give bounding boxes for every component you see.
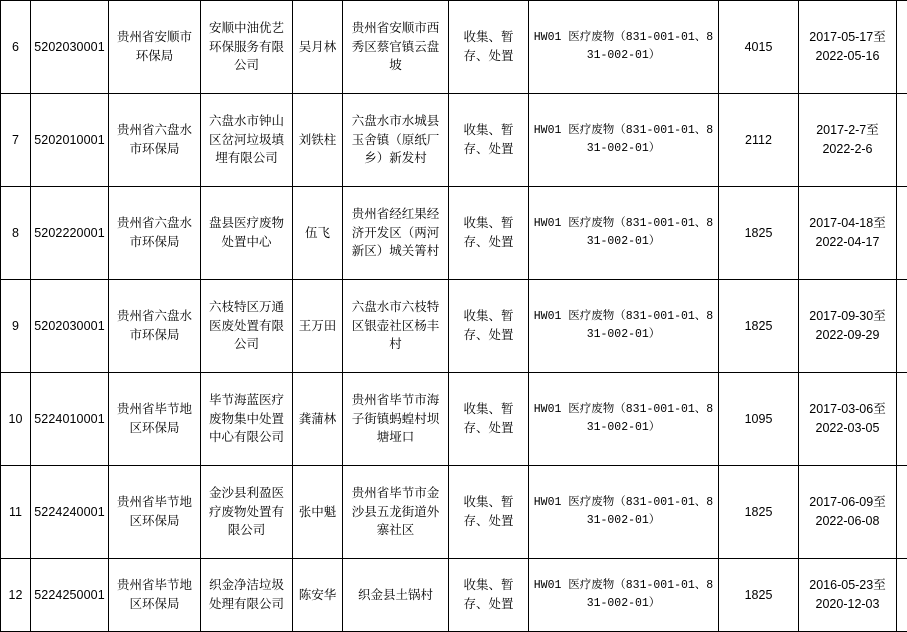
validity-end: 2022-03-05 [802, 419, 893, 438]
cell-legal-representative: 刘铁柱 [293, 94, 343, 187]
cell-company-name: 织金净洁垃圾处理有限公司 [201, 559, 293, 632]
cell-permit-code: 5202010001 [31, 94, 109, 187]
cell-validity-period [799, 373, 897, 466]
cell-business-mode: 收集、暂存、处置 [449, 373, 529, 466]
cell-company-name: 金沙县利盈医疗废物处置有限公司 [201, 466, 293, 559]
cell-waste-category: HW01 医疗废物（831-001-01、831-002-01） [529, 466, 719, 559]
cell-permit-code: 5202220001 [31, 187, 109, 280]
cell-serial-number: 7 [1, 94, 31, 187]
cell-serial-number: 6 [1, 1, 31, 94]
cell-permit-code: 5224250001 [31, 559, 109, 632]
cell-business-address: 贵州省安顺市西秀区蔡官镇云盘坡 [343, 1, 449, 94]
cell-business-address: 六盘水市六枝特区银壶社区杨丰村 [343, 280, 449, 373]
cell-validity-period [799, 187, 897, 280]
validity-start: 2017-2-7至 [802, 121, 893, 140]
cell-business-mode: 收集、暂存、处置 [449, 1, 529, 94]
cell-validity-period [799, 466, 897, 559]
cell-serial-number: 9 [1, 280, 31, 373]
validity-end: 2022-09-29 [802, 326, 893, 345]
cell-serial-number: 11 [1, 466, 31, 559]
cell-trailing [897, 187, 907, 280]
cell-serial-number: 8 [1, 187, 31, 280]
cell-legal-representative: 陈安华 [293, 559, 343, 632]
table-row [1, 1, 907, 94]
cell-business-mode: 收集、暂存、处置 [449, 559, 529, 632]
validity-start: 2017-03-06至 [802, 400, 893, 419]
cell-trailing [897, 466, 907, 559]
cell-company-name: 安顺中油优艺环保服务有限公司 [201, 1, 293, 94]
validity-start: 2017-04-18至 [802, 214, 893, 233]
cell-company-name: 六盘水市钟山区岔河垃圾填埋有限公司 [201, 94, 293, 187]
cell-waste-category: HW01 医疗废物（831-001-01、831-002-01） [529, 280, 719, 373]
cell-issuing-authority: 贵州省毕节地区环保局 [109, 373, 201, 466]
cell-approved-scale: 4015 [719, 1, 799, 94]
cell-waste-category: HW01 医疗废物（831-001-01、831-002-01） [529, 373, 719, 466]
table-row [1, 94, 907, 187]
table-row [1, 559, 907, 632]
cell-validity-period [799, 94, 897, 187]
cell-business-address: 六盘水市水城县玉舍镇（原纸厂乡）新发村 [343, 94, 449, 187]
validity-end: 2022-04-17 [802, 233, 893, 252]
table-row [1, 373, 907, 466]
cell-business-mode: 收集、暂存、处置 [449, 280, 529, 373]
cell-business-address: 贵州省经红果经济开发区（两河新区）城关箐村 [343, 187, 449, 280]
validity-start: 2017-05-17至 [802, 28, 893, 47]
cell-trailing [897, 559, 907, 632]
cell-approved-scale: 2112 [719, 94, 799, 187]
validity-start: 2017-06-09至 [802, 493, 893, 512]
cell-permit-code: 5202030001 [31, 1, 109, 94]
cell-legal-representative: 伍飞 [293, 187, 343, 280]
cell-company-name: 盘县医疗废物处置中心 [201, 187, 293, 280]
cell-business-address: 贵州省毕节市金沙县五龙街道外寨社区 [343, 466, 449, 559]
validity-start: 2017-09-30至 [802, 307, 893, 326]
cell-validity-period [799, 1, 897, 94]
cell-issuing-authority: 贵州省六盘水市环保局 [109, 280, 201, 373]
validity-end: 2022-05-16 [802, 47, 893, 66]
cell-permit-code: 5202030001 [31, 280, 109, 373]
cell-approved-scale: 1825 [719, 466, 799, 559]
cell-validity-period [799, 280, 897, 373]
cell-company-name: 毕节海蓝医疗废物集中处置中心有限公司 [201, 373, 293, 466]
validity-end: 2022-06-08 [802, 512, 893, 531]
cell-trailing [897, 280, 907, 373]
cell-approved-scale: 1825 [719, 280, 799, 373]
cell-business-address: 贵州省毕节市海子街镇蚂蝗村坝塘垭口 [343, 373, 449, 466]
cell-business-mode: 收集、暂存、处置 [449, 466, 529, 559]
cell-waste-category: HW01 医疗废物（831-001-01、831-002-01） [529, 94, 719, 187]
cell-trailing [897, 94, 907, 187]
table-row [1, 466, 907, 559]
cell-trailing [897, 373, 907, 466]
cell-permit-code: 5224240001 [31, 466, 109, 559]
cell-issuing-authority: 贵州省安顺市环保局 [109, 1, 201, 94]
cell-business-mode: 收集、暂存、处置 [449, 187, 529, 280]
cell-waste-category: HW01 医疗废物（831-001-01、831-002-01） [529, 559, 719, 632]
cell-legal-representative: 张中魁 [293, 466, 343, 559]
cell-issuing-authority: 贵州省毕节地区环保局 [109, 466, 201, 559]
cell-permit-code: 5224010001 [31, 373, 109, 466]
cell-legal-representative: 吴月林 [293, 1, 343, 94]
cell-serial-number: 10 [1, 373, 31, 466]
cell-business-address: 织金县土锅村 [343, 559, 449, 632]
cell-validity-period [799, 559, 897, 632]
cell-business-mode: 收集、暂存、处置 [449, 94, 529, 187]
cell-trailing [897, 1, 907, 94]
validity-start: 2016-05-23至 [802, 576, 893, 595]
cell-approved-scale: 1825 [719, 559, 799, 632]
cell-waste-category: HW01 医疗废物（831-001-01、831-002-01） [529, 1, 719, 94]
cell-legal-representative: 王万田 [293, 280, 343, 373]
cell-legal-representative: 龚蒲林 [293, 373, 343, 466]
validity-end: 2020-12-03 [802, 595, 893, 614]
validity-end: 2022-2-6 [802, 140, 893, 159]
cell-serial-number: 12 [1, 559, 31, 632]
cell-issuing-authority: 贵州省六盘水市环保局 [109, 94, 201, 187]
cell-issuing-authority: 贵州省六盘水市环保局 [109, 187, 201, 280]
cell-issuing-authority: 贵州省毕节地区环保局 [109, 559, 201, 632]
cell-approved-scale: 1095 [719, 373, 799, 466]
cell-approved-scale: 1825 [719, 187, 799, 280]
table-row [1, 187, 907, 280]
cell-company-name: 六枝特区万通医废处置有限公司 [201, 280, 293, 373]
cell-waste-category: HW01 医疗废物（831-001-01、831-002-01） [529, 187, 719, 280]
table-row [1, 280, 907, 373]
